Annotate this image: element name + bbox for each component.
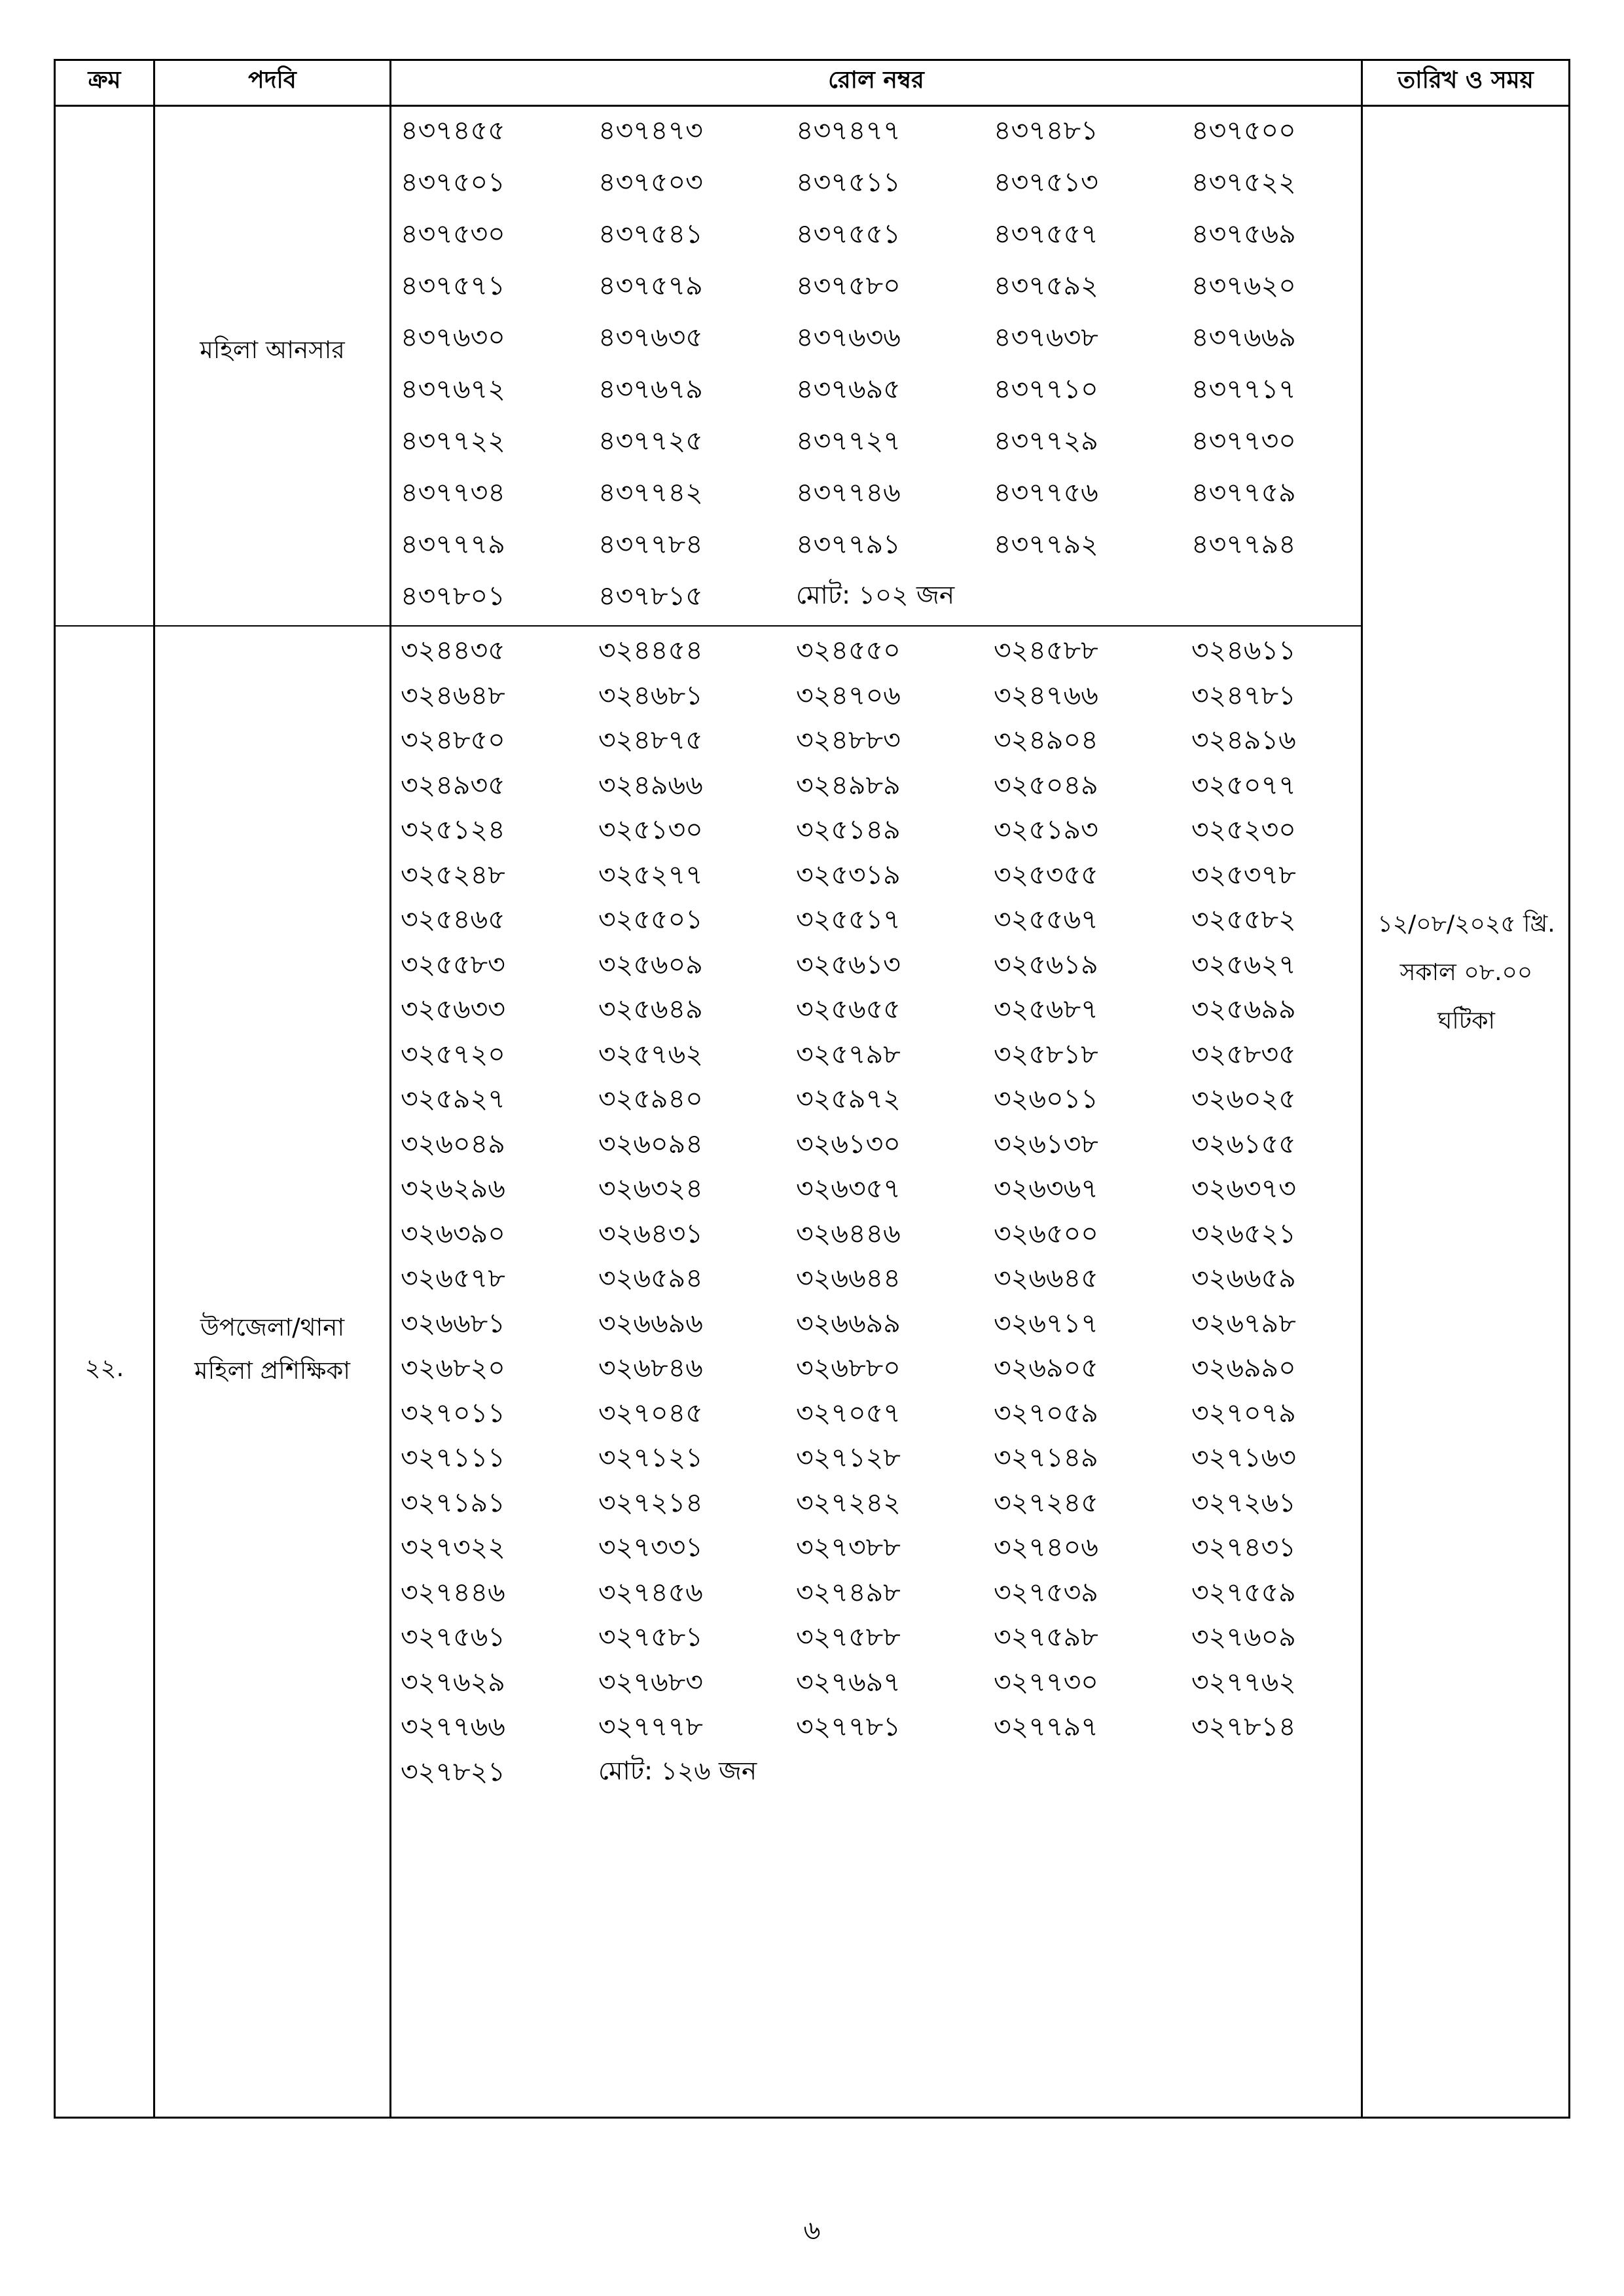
roll-number: ৩২৫৫০১ [598,903,703,935]
roll-number: ৪৩৭৭৯৪ [1191,528,1296,560]
roll-number: ৪৩৭৭৩৪ [401,477,505,508]
roll-number: ৩২৫৭৯৮ [796,1038,901,1070]
exam-date: ১২/০৮/২০২৫ খ্রি. [1377,911,1555,938]
roll-number: ৩২৬৬৯৯ [796,1307,901,1339]
roll-number: ৩২৭৫৯৮ [994,1621,1098,1652]
header-roll: রোল নম্বর [828,67,924,94]
roll-number: ৩২৭৩৩১ [598,1531,703,1563]
roll-number: ৩২৪৬৮১ [598,680,703,711]
roll-number: ৪৩৭৬৭২ [401,373,505,405]
roll-number: ৪৩৭৫৫৭ [994,218,1098,249]
total-count: মোট: ১২৬ জন [598,1757,757,1786]
exam-datetime [1363,900,1570,1046]
roll-number: ৪৩৭৫২২ [1191,166,1296,198]
roll-number: ৩২৪৮৫০ [401,724,505,756]
roll-number: ৩২৭২১৪ [598,1487,703,1518]
roll-number: ৩২৫৩১৯ [796,859,901,890]
roll-number: ৩২৪৪৫৪ [598,634,703,666]
roll-number: ৩২৭৭৮১ [796,1711,901,1742]
roll-number: ৪৩৭৮১৫ [598,580,703,611]
roll-number: ৩২৭১২১ [598,1442,703,1473]
roll-number: ৩২৬৬৫৯ [1191,1262,1296,1294]
roll-number: ৩২৭৫৮১ [598,1621,703,1652]
roll-number: ৪৩৭৭২২ [401,425,505,456]
roll-number: ৩২৬০১১ [994,1083,1098,1114]
roll-number: ৪৩৭৭৫৬ [994,477,1098,508]
roll-number: ৪৩৭৫৩০ [401,218,505,249]
roll-number: ৩২৬৯০৫ [994,1352,1098,1383]
roll-number: ৪৩৭৫৫১ [796,218,901,249]
exam-time: সকাল ০৮.০০ [1399,959,1533,986]
roll-number: ৩২৭২৪২ [796,1487,901,1518]
roll-number: ৪৩৭৭৮৪ [598,528,703,560]
roll-number: ৪৩৭৫৭১ [401,270,505,301]
roll-number: ৩২৬৬৮১ [401,1307,505,1339]
roll-number: ৩২৫৬২৭ [1191,949,1296,980]
roll-number: ৩২৬৫৭৮ [401,1262,505,1294]
roll-number: ৩২৬৭৯৮ [1191,1307,1296,1339]
roll-number: ৩২৭৪৪৬ [401,1576,505,1608]
table-left-border [54,59,56,2119]
roll-number: ৪৩৭৫৬৯ [1191,218,1296,249]
column-divider-post [389,59,391,2119]
roll-number: ৩২৭৭৩০ [994,1666,1098,1698]
roll-number: ৩২৬৭১৭ [994,1307,1098,1339]
roll-number: ৩২৬৮৮০ [796,1352,901,1383]
header-bottom-border [54,105,1570,107]
roll-number: ৩২৪৯৬৬ [598,769,703,801]
header-datetime: তারিখ ও সময় [1398,67,1534,94]
roll-number: ৩২৬৪৩১ [598,1218,703,1249]
roll-number: ৪৩৭৬৭৯ [598,373,703,405]
roll-number: ৪৩৭৭২৫ [598,425,703,456]
roll-number: ৩২৬১৩০ [796,1128,901,1159]
roll-number: ৩২৭৪৫৬ [598,1576,703,1608]
roll-number: ৩২৭০৪৫ [598,1397,703,1429]
roll-number: ৪৩৭৬৬৯ [1191,321,1296,353]
roll-number: ৩২৫২৩০ [1191,814,1296,845]
roll-number: ৩২৭৬০৯ [1191,1621,1296,1652]
roll-number: ৩২৫৮১৮ [994,1038,1098,1070]
roll-number: ৪৩৭৭১৭ [1191,373,1296,405]
roll-number: ৩২৬৬৯৬ [598,1307,703,1339]
roll-number: ৩২৫৬০৯ [598,949,703,980]
roll-number: ৪৩৭৪৮১ [994,115,1098,146]
group-divider [54,625,1362,627]
roll-number: ৩২৪৭৬৬ [994,680,1098,711]
roll-number: ৩২৪৯৩৫ [401,769,505,801]
roll-number: ৩২৭০১১ [401,1397,505,1429]
roll-number: ৩২৪৫৮৮ [994,634,1098,666]
roll-number: ৩২৬০২৫ [1191,1083,1296,1114]
roll-number: ৩২৭৬৮৩ [598,1666,703,1698]
roll-number: ৪৩৭৪৭৩ [598,115,703,146]
roll-number: ৪৩৭৭২৭ [796,425,901,456]
roll-number: ৪৩৭৫০৩ [598,166,703,198]
roll-number: ৩২৫৫১৭ [796,903,901,935]
roll-number: ৪৩৭৭৪৬ [796,477,901,508]
roll-number: ৩২৭৬২৯ [401,1666,505,1698]
roll-number: ৩২৫৬৯৯ [1191,993,1296,1025]
roll-number: ৪৩৭৮০১ [401,580,505,611]
roll-number: ৩২৫১৯৩ [994,814,1098,845]
roll-number: ৩২৬১৩৮ [994,1128,1098,1159]
roll-number: ৩২৭৩২২ [401,1531,505,1563]
roll-number: ৩২৬৫২১ [1191,1218,1296,1249]
roll-number: ৩২৫৬৩৩ [401,993,505,1025]
roll-number: ৩২৫৭২০ [401,1038,505,1070]
roll-number: ৪৩৭৭১০ [994,373,1098,405]
roll-number: ৩২৪৮৮৩ [796,724,901,756]
roll-number: ৩২৬৫০০ [994,1218,1098,1249]
roll-number: ৩২৫৮৩৫ [1191,1038,1296,1070]
roll-number: ৩২৪৬৪৮ [401,680,505,711]
roll-number: ৪৩৭৫১৩ [994,166,1098,198]
roll-number: ৩২৫৫৮৩ [401,949,505,980]
roll-number: ৩২৬২৯৬ [401,1173,505,1204]
roll-number: ৩২৭১১১ [401,1442,505,1473]
roll-number: ৩২৬৮৪৬ [598,1352,703,1383]
roll-number: ৩২৫০৪৯ [994,769,1098,801]
roll-number: ৩২৫৬১৩ [796,949,901,980]
roll-number: ৩২৬৮২০ [401,1352,505,1383]
roll-number: ৩২৬৪৪৬ [796,1218,901,1249]
roll-number: ৩২৬৩৭৩ [1191,1173,1296,1204]
roll-number: ৩২৫৩৫৫ [994,859,1098,890]
post-line: মহিলা আনসার [200,336,345,364]
group-2-post [155,1306,389,1393]
roll-number: ৩২৭১৪৯ [994,1442,1098,1473]
roll-number: ৩২৪৯৮৯ [796,769,901,801]
roll-number: ৪৩৭৫০০ [1191,115,1296,146]
roll-number: ৩২৪৭০৬ [796,680,901,711]
roll-number: ৪৩৭৭৯২ [994,528,1098,560]
roll-number: ৪৩৭৫০১ [401,166,505,198]
roll-number: ৪৩৭৫৮০ [796,270,901,301]
roll-number: ৪৩৭৭৭৯ [401,528,505,560]
roll-number: ৩২৭১৬৩ [1191,1442,1296,1473]
roll-number: ৩২৭৮২১ [401,1756,505,1787]
roll-number: ৩২৭৪৩১ [1191,1531,1296,1563]
roll-number: ৩২৫১৪৯ [796,814,901,845]
roll-number: ৩২৪৯১৬ [1191,724,1296,756]
page-number: ৬ [803,2215,821,2246]
roll-number: ৪৩৭৫১১ [796,166,901,198]
roll-number: ৪৩৭৭৩০ [1191,425,1296,456]
roll-number: ৩২৭৫৩৯ [994,1576,1098,1608]
roll-number: ৪৩৭৭২৯ [994,425,1098,456]
roll-number: ৩২৭০৫৭ [796,1397,901,1429]
roll-number: ৪৩৭৬৩৫ [598,321,703,353]
roll-number: ৩২৫০৭৭ [1191,769,1296,801]
roll-number: ৩২৫৪৬৫ [401,903,505,935]
roll-number: ৩২৬৩৬৭ [994,1173,1098,1204]
roll-number: ৩২৫১৩০ [598,814,703,845]
table-bottom-border [54,2117,1570,2119]
roll-number: ৪৩৭৭৫৯ [1191,477,1296,508]
roll-number: ৩২৬০৯৪ [598,1128,703,1159]
roll-number: ৩২৭৭৬২ [1191,1666,1296,1698]
roll-number: ৪৩৭৬৩৮ [994,321,1098,353]
roll-number: ৩২৪৭৮১ [1191,680,1296,711]
roll-number: ৩২৬৩৫৭ [796,1173,901,1204]
roll-number: ৩২৫৩৭৮ [1191,859,1296,890]
roll-number: ৩২৭৭৬৬ [401,1711,505,1742]
roll-number: ৪৩৭৭৪২ [598,477,703,508]
post-line: মহিলা প্রশিক্ষিকা [194,1357,350,1385]
roll-number: ৪৩৭৪৫৫ [401,115,505,146]
roll-number: ৩২৫৯২৭ [401,1083,505,1114]
roll-number: ৩২৭৮১৪ [1191,1711,1296,1742]
exam-time-unit: ঘটিকা [1437,1008,1495,1034]
roll-number: ৪৩৭৫৭৯ [598,270,703,301]
roll-number: ৪৩৭৭৯১ [796,528,901,560]
table-right-border [1568,59,1570,2119]
roll-number: ৩২৫৫৬৭ [994,903,1098,935]
roll-number: ৩২৭৫৬১ [401,1621,505,1652]
roll-number: ৩২৪৫৫০ [796,634,901,666]
roll-number: ৩২৬০৪৯ [401,1128,505,1159]
roll-number: ৩২৬৬৪৫ [994,1262,1098,1294]
roll-number: ৩২৭০৭৯ [1191,1397,1296,1429]
roll-number: ৪৩৭৬৯৫ [796,373,901,405]
header-serial: ক্রম [88,67,121,94]
roll-number: ৩২৭৫৫৯ [1191,1576,1296,1608]
roll-number: ৩২৬৯৯০ [1191,1352,1296,1383]
roll-number: ৩২৭৫৮৮ [796,1621,901,1652]
roll-number: ৩২৭০৫৯ [994,1397,1098,1429]
roll-number: ৩২৬৫৯৪ [598,1262,703,1294]
roll-number: ৩২৭২৬১ [1191,1487,1296,1518]
roll-number: ৪৩৭৫৪১ [598,218,703,249]
roll-number: ৩২৭১২৮ [796,1442,901,1473]
roll-number: ৩২৭১৯১ [401,1487,505,1518]
roll-number: ৩২৫৬১৯ [994,949,1098,980]
roll-number: ৩২৫৬৮৭ [994,993,1098,1025]
roll-number: ৩২৬১৫৫ [1191,1128,1296,1159]
roll-number: ৩২৫১২৪ [401,814,505,845]
group-1-post [155,331,389,372]
roll-number: ৩২৭৪৯৮ [796,1576,901,1608]
post-line: উপজেলা/থানা [200,1313,345,1341]
roll-number: ৩২৪৬১১ [1191,634,1296,666]
roll-number: ৩২৪৯০৪ [994,724,1098,756]
roll-number: ৩২৫৭৬২ [598,1038,703,1070]
roll-number: ৪৩৭৫৯২ [994,270,1098,301]
group-2-serial: ২২. [84,1354,124,1382]
roll-number: ৩২৪৮৭৫ [598,724,703,756]
roll-number: ৩২৫৫৮২ [1191,903,1296,935]
roll-number: ৩২৫৬৫৫ [796,993,901,1025]
roll-number: ৩২৫৯৭২ [796,1083,901,1114]
roll-number: ৪৩৭৪৭৭ [796,115,901,146]
roll-number: ৩২৬৩২৪ [598,1173,703,1204]
roll-number: ৩২৭৬৯৭ [796,1666,901,1698]
roll-number: ৩২৫২৭৭ [598,859,703,890]
roll-number: ৩২৭৩৮৮ [796,1531,901,1563]
roll-number: ৩২৭২৪৫ [994,1487,1098,1518]
roll-number: ৩২৭৪০৬ [994,1531,1098,1563]
roll-number: ৪৩৭৬২০ [1191,270,1296,301]
roll-number: ৩২৬৩৯০ [401,1218,505,1249]
roll-number: ৪৩৭৬৩৬ [796,321,901,353]
roll-number: ৪৩৭৬৩০ [401,321,505,353]
roll-number: ৩২৫২৪৮ [401,859,505,890]
column-divider-roll [1361,59,1363,2119]
roll-number: ৩২৭৭৭৮ [598,1711,703,1742]
total-count: মোট: ১০২ জন [796,581,955,610]
roll-number: ৩২৫৯৪০ [598,1083,703,1114]
roll-number: ৩২৭৭৯৭ [994,1711,1098,1742]
roll-number: ৩২৫৬৪৯ [598,993,703,1025]
header-post: পদবি [248,67,297,94]
roll-number: ৩২৬৬৪৪ [796,1262,901,1294]
roll-number: ৩২৪৪৩৫ [401,634,505,666]
